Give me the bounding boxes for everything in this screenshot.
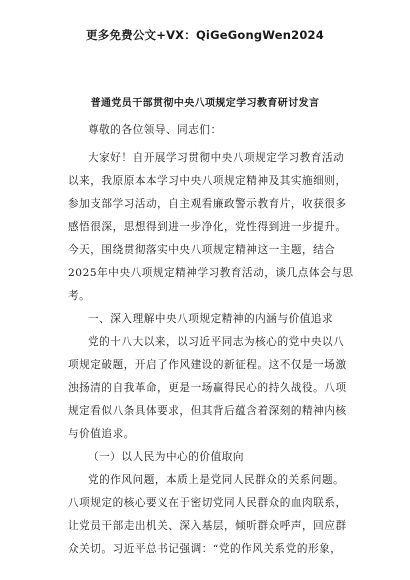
- document-title: 普通党员干部贯彻中央八项规定学习教育研讨发言: [90, 98, 320, 109]
- text-line: 规定看似八条具体要求，但其背后蕴含着深刻的精神内核: [68, 405, 347, 417]
- text-line: 与价值追求。: [68, 428, 135, 440]
- salutation: 尊敬的各位领导、同志们：: [88, 124, 222, 136]
- text-line: 感悟很深，思想得到进一步净化，党性得到进一步提升。: [68, 221, 347, 233]
- text-line: 项规定破题，开启了作风建设的新征程。这不仅是一场激: [68, 359, 347, 371]
- promo-header: 更多免费公文+VX：QiGeGongWen2024: [86, 28, 324, 42]
- text-line: 参加支部学习活动，自主观看廉政警示教育片，收获很多: [68, 198, 347, 210]
- text-line: 众关切。习近平总书记强调：“党的作风关系党的形象，: [68, 543, 342, 555]
- text-line: 大家好！自开展学习贯彻中央八项规定学习教育活动: [88, 152, 345, 164]
- subsection-heading: （一）以人民为中心的价值取向: [88, 451, 245, 463]
- text-line: 2025年中央八项规定精神学习教育活动，谈几点体会与思: [68, 267, 354, 279]
- text-line: 党的作风问题，本质上是党同人民群众的关系问题。: [88, 474, 345, 486]
- text-line: 党的十八大以来，以习近平同志为核心的党中央以八: [88, 336, 345, 348]
- section-heading: 一、深入理解中央八项规定精神的内涵与价值追求: [88, 313, 334, 325]
- text-line: 考。: [68, 290, 91, 302]
- text-line: 八项规定的核心要义在于密切党同人民群众的血肉联系，: [68, 497, 347, 509]
- text-line: 以来，我原原本本学习中央八项规定精神及其实施细则，: [68, 175, 347, 187]
- text-line: 今天，围绕贯彻落实中央八项规定精神这一主题，结合: [68, 244, 336, 256]
- text-line: 让党员干部走出机关、深入基层，倾听群众呼声，回应群: [68, 520, 347, 532]
- text-line: 浊扬清的自我革命，更是一场赢得民心的持久战役。八项: [68, 382, 347, 394]
